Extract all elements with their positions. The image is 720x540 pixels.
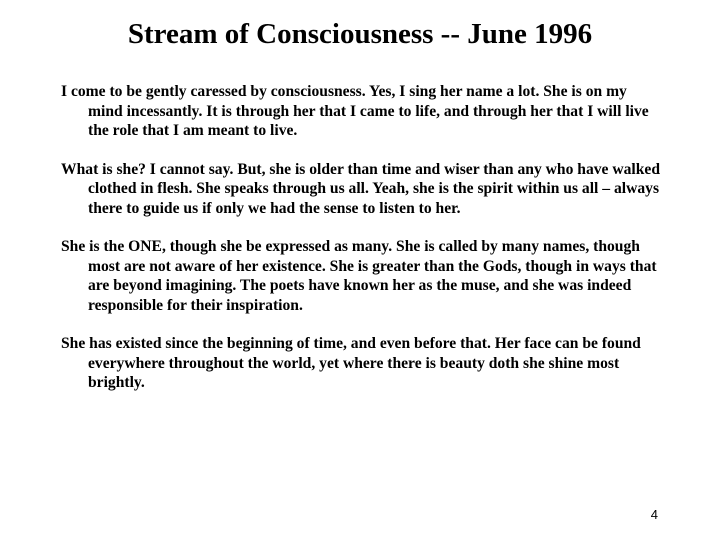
paragraph-1: I come to be gently caressed by consciousness. Yes, I sing her name a lot. She is on my mind incessantly. It is through her that I came to life, and through her that I will live the role that I am meant to live. [61, 83, 649, 139]
paragraph-4: She has existed since the beginning of time, and even before that. Her face can be found everywhere throughout the world, yet where there is beauty doth she shine most brightly. [61, 335, 641, 391]
slide-body [61, 82, 661, 412]
slide-title: Stream of Consciousness -- June 1996 [127, 18, 593, 50]
paragraph-2: What is she? I cannot say. But, she is older than time and wiser than any who have walked clothed in flesh. She speaks through us all. Yeah, she is the spirit within us all – always there to guide us if only we had the sense to listen to her. [61, 160, 661, 217]
paragraph-3: She is the ONE, though she be expressed as many. She is called by many names, though most are not aware of her existence. She is greater than the Gods, though in ways that are beyond imagining. The poets have known her as the muse, and she was indeed responsible for their inspiration. [61, 238, 657, 314]
page-number: 4 [650, 507, 658, 522]
